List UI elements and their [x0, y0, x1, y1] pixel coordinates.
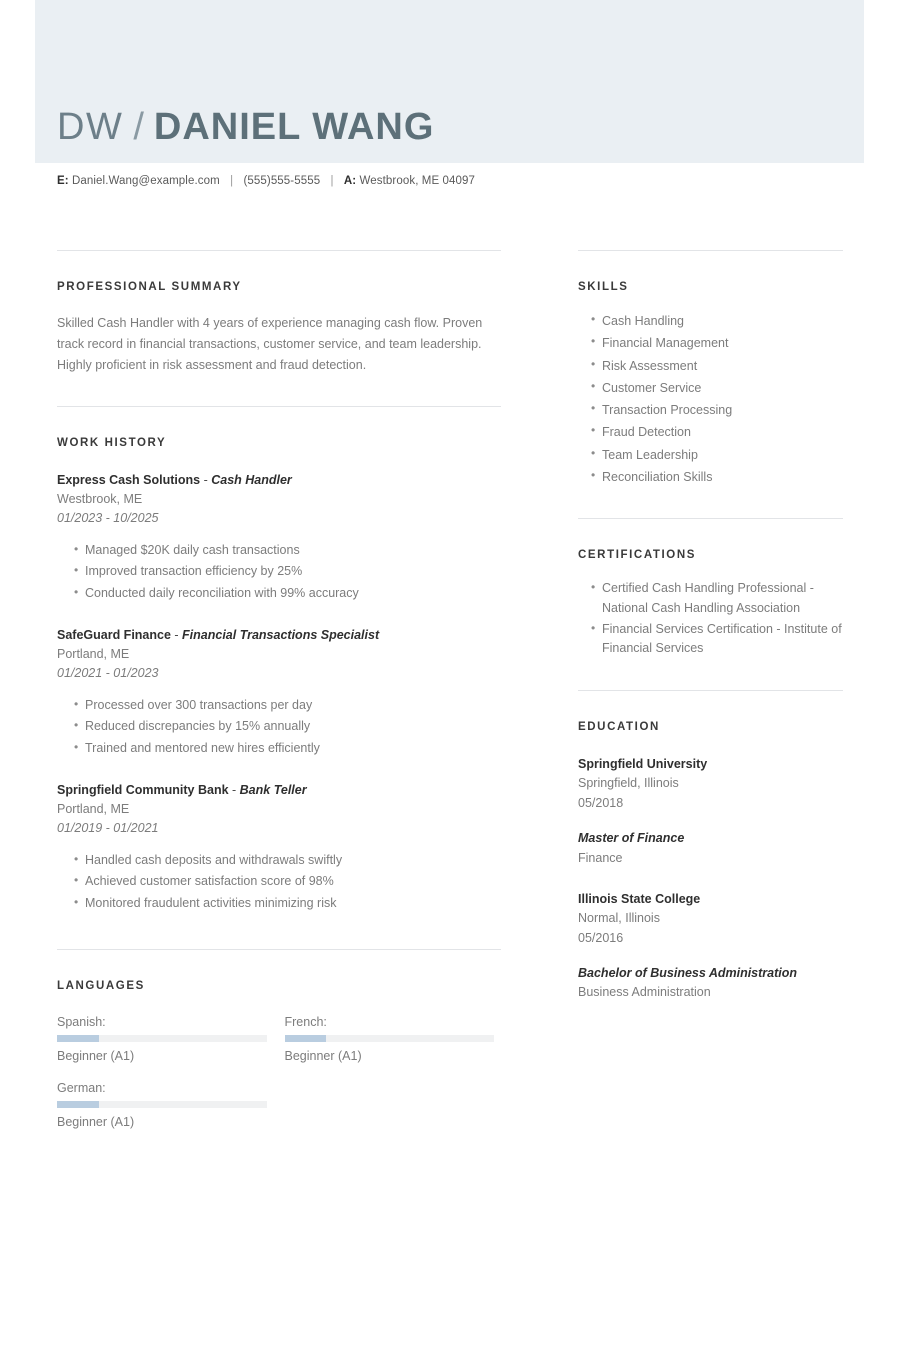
- right-column: [578, 250, 843, 1003]
- education-field: Business Administration: [578, 985, 711, 1000]
- divider-skills: [578, 250, 843, 251]
- job-bullet: • Conducted daily reconciliation with 99% accuracy: [74, 583, 501, 605]
- job-bullet-list: [57, 850, 501, 915]
- job-bullet: • Improved transaction efficiency by 25%: [74, 561, 501, 583]
- education-field: Finance: [578, 850, 623, 865]
- skill-item: • Risk Assessment: [591, 356, 843, 376]
- divider-summary: [57, 250, 501, 251]
- header-band: [35, 0, 864, 163]
- skills-list: [578, 311, 843, 487]
- divider-education: [578, 690, 843, 691]
- contact-separator-1: |: [230, 175, 234, 187]
- job-bullet-list: [57, 695, 501, 760]
- job-dates: 01/2019 - 01/2021: [57, 821, 159, 836]
- address-label: A:: [343, 175, 357, 187]
- job-bullet: • Achieved customer satisfaction score of 98%: [74, 871, 501, 893]
- job-dash: -: [170, 628, 183, 642]
- contact-separator-2: |: [330, 175, 334, 187]
- language-item: [57, 1078, 267, 1132]
- job-company: SafeGuard Finance: [57, 628, 171, 642]
- education-entry: [578, 755, 843, 868]
- name-heading: [57, 108, 434, 146]
- initials: DW: [57, 106, 124, 148]
- job-location: Portland, ME: [57, 801, 130, 816]
- certifications-list: [578, 579, 843, 659]
- section-title-certifications: CERTIFICATIONS: [578, 549, 697, 561]
- job-heading: [57, 626, 501, 645]
- job-location: Westbrook, ME: [57, 491, 143, 506]
- education-location: Springfield, Illinois: [578, 776, 679, 791]
- job-bullet: • Processed over 300 transactions per day: [74, 695, 501, 717]
- education-degree: Bachelor of Business Administration: [578, 966, 798, 980]
- language-row: [57, 1012, 494, 1078]
- education-location: Normal, Illinois: [578, 911, 660, 926]
- job-dash: -: [200, 473, 212, 487]
- language-proficiency-fill: [57, 1035, 99, 1042]
- section-title-summary: PROFESSIONAL SUMMARY: [57, 281, 242, 293]
- section-title-skills: SKILLS: [578, 281, 629, 293]
- job-dates: 01/2023 - 10/2025: [57, 511, 159, 526]
- job-bullet: • Monitored fraudulent activities minimizing risk: [74, 893, 501, 915]
- job-bullet: • Reduced discrepancies by 15% annually: [74, 716, 501, 738]
- job-company: Springfield Community Bank: [57, 783, 229, 797]
- left-column: [57, 250, 501, 1144]
- skill-item: • Customer Service: [591, 378, 843, 398]
- education-entry: [578, 890, 843, 1003]
- language-row: [57, 1078, 494, 1144]
- certification-item: • Certified Cash Handling Professional - National Cash Handling Association: [591, 579, 843, 619]
- job-dates: 01/2021 - 01/2023: [57, 666, 159, 681]
- skill-item: • Transaction Processing: [591, 400, 843, 420]
- education-degree: Master of Finance: [578, 831, 685, 846]
- job-dash: -: [228, 783, 240, 797]
- job-bullet: • Trained and mentored new hires efficiently: [74, 738, 501, 760]
- language-level: Beginner (A1): [57, 1115, 135, 1129]
- name-separator: /: [133, 106, 144, 148]
- language-proficiency-fill: [285, 1035, 327, 1042]
- job-bullet-list: [57, 540, 501, 605]
- phone-value: (555)555-5555: [243, 175, 321, 187]
- skill-item: • Team Leadership: [591, 445, 843, 465]
- education-date: 05/2016: [578, 930, 624, 945]
- job-role: Financial Transactions Specialist: [182, 628, 380, 642]
- job-entry: [57, 471, 501, 604]
- section-professional-summary: [57, 281, 501, 376]
- email-value: Daniel.Wang@example.com: [72, 175, 220, 187]
- job-location: Portland, ME: [57, 646, 130, 661]
- education-school: Illinois State College: [578, 891, 701, 906]
- skill-item: • Financial Management: [591, 333, 843, 353]
- section-skills: [578, 281, 843, 487]
- section-title-languages: LANGUAGES: [57, 980, 145, 992]
- language-name: Spanish:: [57, 1015, 106, 1029]
- job-heading: [57, 781, 501, 800]
- certification-item: • Financial Services Certification - Institute of Financial Services: [591, 620, 843, 660]
- languages-grid: [57, 1012, 494, 1144]
- language-proficiency-bar: [57, 1101, 267, 1108]
- job-role: Bank Teller: [239, 783, 307, 797]
- education-school: Springfield University: [578, 757, 708, 771]
- job-bullet: • Handled cash deposits and withdrawals swiftly: [74, 850, 501, 872]
- address-value: Westbrook, ME 04097: [359, 175, 476, 187]
- summary-text: Skilled Cash Handler with 4 years of experience managing cash flow. Proven track record in financial transactions, customer service, and team leadership. Highly proficient in risk assessment and fraud detection.: [57, 316, 483, 372]
- divider-certifications: [578, 518, 843, 519]
- job-entry: [57, 781, 501, 914]
- job-heading: [57, 471, 501, 490]
- job-bullet: • Managed $20K daily cash transactions: [74, 540, 501, 562]
- skill-item: • Cash Handling: [591, 311, 843, 331]
- section-education: [578, 721, 843, 1003]
- job-company: Express Cash Solutions: [57, 473, 201, 487]
- section-title-work-history: WORK HISTORY: [57, 437, 167, 449]
- full-name: DANIEL WANG: [153, 106, 435, 148]
- email-label: E:: [57, 175, 69, 187]
- skill-item: • Reconciliation Skills: [591, 467, 843, 487]
- language-proficiency-bar: [57, 1035, 267, 1042]
- section-languages: [57, 980, 501, 1144]
- language-name: French:: [284, 1015, 327, 1029]
- section-title-education: EDUCATION: [578, 721, 660, 733]
- language-level: Beginner (A1): [284, 1049, 362, 1063]
- language-proficiency-fill: [57, 1101, 99, 1108]
- divider-work-history: [57, 406, 501, 407]
- job-role: Cash Handler: [211, 473, 292, 487]
- divider-languages: [57, 949, 501, 950]
- language-item: [285, 1012, 495, 1066]
- section-work-history: [57, 437, 501, 914]
- language-item: [57, 1012, 267, 1066]
- language-level: Beginner (A1): [57, 1049, 135, 1063]
- language-proficiency-bar: [285, 1035, 495, 1042]
- contact-line: [57, 175, 475, 187]
- skill-item: • Fraud Detection: [591, 422, 843, 442]
- job-entry: [57, 626, 501, 759]
- education-date: 05/2018: [578, 795, 624, 810]
- language-name: German:: [57, 1081, 106, 1095]
- section-certifications: [578, 549, 843, 659]
